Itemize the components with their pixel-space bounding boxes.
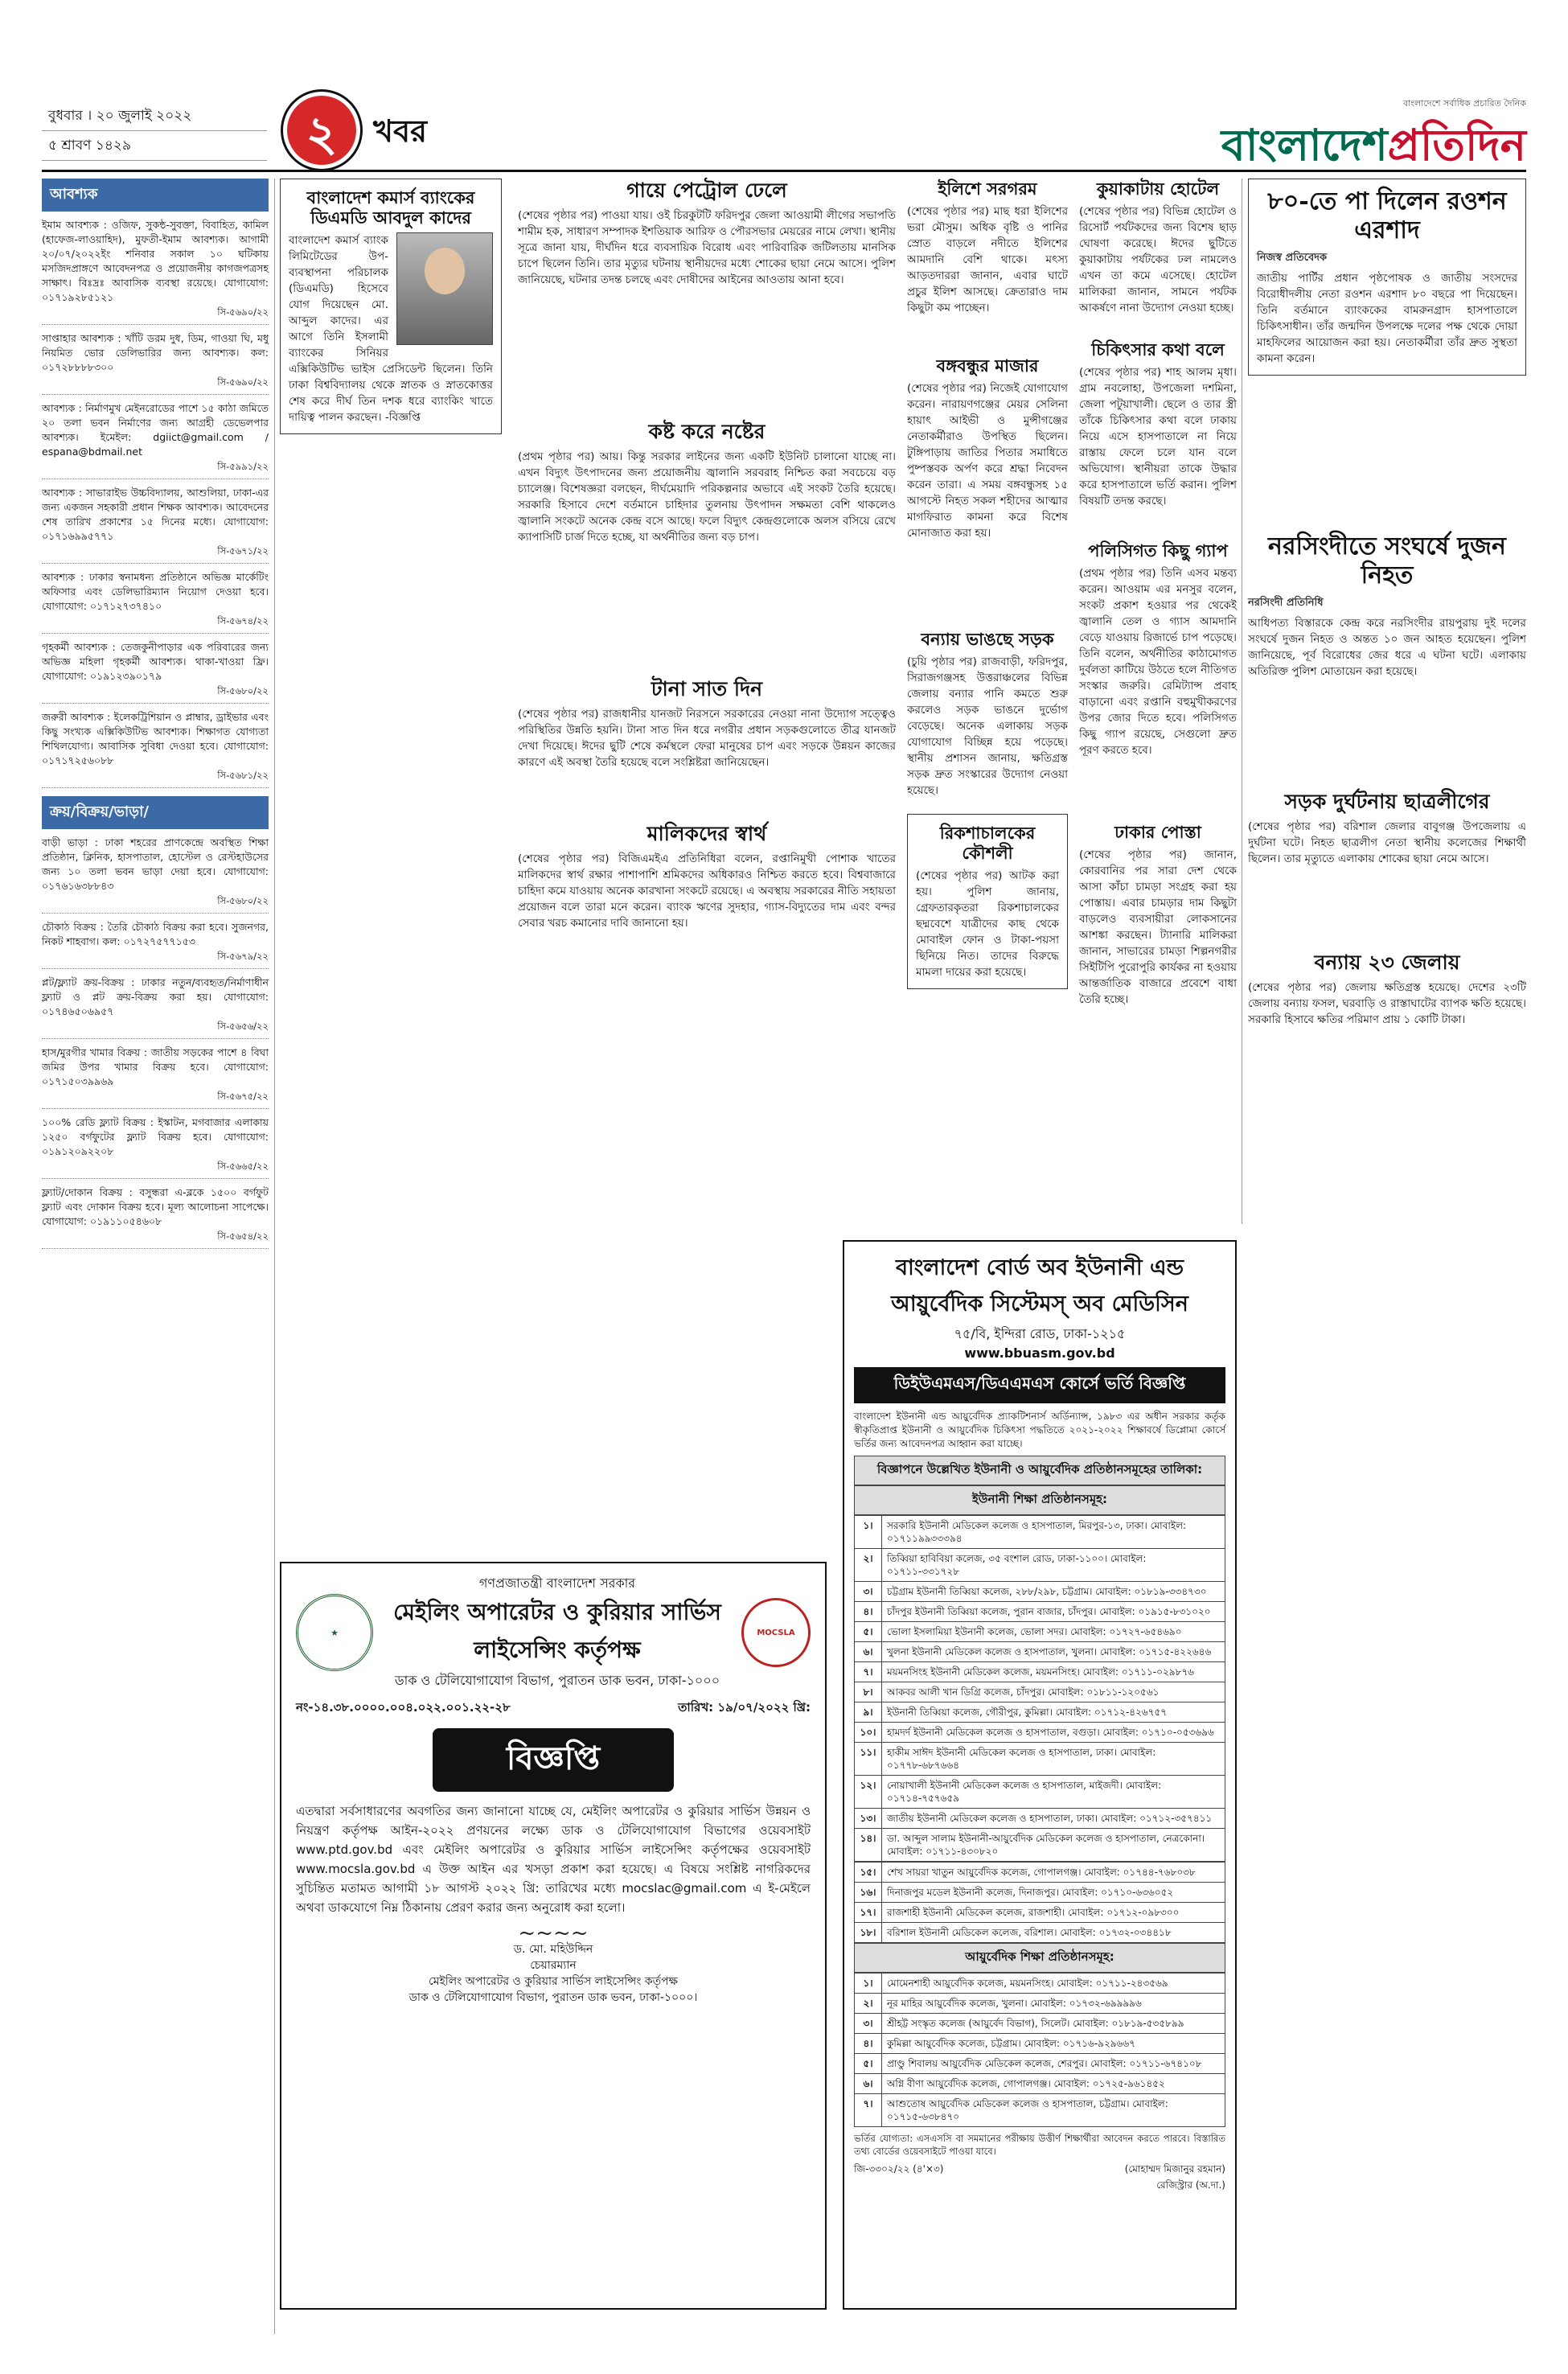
person-photo (396, 232, 493, 345)
page-number-badge: ২ (283, 92, 360, 169)
story-body: (প্রথম পৃষ্ঠার পর) তিনি এসব মন্তব্য করেন। আওয়াম এর মনসুর বলেন, সংকট প্রকাশ হওয়ার পর থেকেই জ্বালানি তেল ও গ্যাস আমদানি বেড়ে যাওয়ায় রিজার্ভে চাপ পড়েছে। তিনি বলেন, অর্থনীতির কাঠামোগত দুর্বলতা কাটিয়ে উঠতে হলে নীতিগত সংস্কার জরুরি। রেমিট্যান্স প্রবাহ বাড়ানো এবং রপ্তানি বহুমুখীকরণের উপর জোর দিতে হবে। পলিসিগত কিছু গ্যাপ রয়েছে, সেগুলো দ্রুত পূরণ করতে হবে। (1079, 567, 1237, 758)
institution-name: জাতীয় ইউনানী মেডিকেল কলেজ ও হাসপাতাল, ঢাকা। মোবাইল: ০১৭১২-৩৫৭৪১১ (882, 1809, 1225, 1829)
headline: মালিকদের স্বার্থ (646, 822, 767, 845)
headline: ৮০-তে পা দিলেন রওশন এরশাদ (1267, 187, 1507, 244)
unani-footer: ভর্তির যোগ্যতা: এসএসসি বা সমমানের পরীক্ষায় উত্তীর্ণ শিক্ষার্থীরা আবেদন করতে পারবে। বিস্তারিত তথ্য বোর্ডের ওয়েবসাইটে পাওয়া যাবে। (854, 2133, 1225, 2157)
newspaper-page (42, 179, 1526, 2334)
story-sarak[interactable] (1248, 790, 1526, 867)
institution-row (855, 1622, 1225, 1642)
story-body: (শেষের পৃষ্ঠার পর) বরিশাল জেলার বাবুগঞ্জ উপজেলায় এ দুর্ঘটনা ঘটে। নিহত ছাত্রলীগ নেতা স্থানীয় কলেজের শিক্ষার্থী ছিলেন। তার মৃত্যুতে এলাকায় শোকের ছায়া নেমে আসে। (1248, 820, 1526, 865)
column-rule (274, 179, 275, 2334)
institution-serial: ৩। (855, 1582, 882, 1602)
story-body: বাংলাদেশ কমার্স ব্যাংক লিমিটেডের উপ-ব্যবস্থাপনা পরিচালক (ডিএমডি) হিসেবে যোগ দিয়েছেন মো. আব্দুল কাদের। এর আগে তিনি ইসলামী ব্যাংকের সিনিয়র এক্সিকিউটিভ ভাইস প্রেসিডেন্ট ছিলেন। তিনি ঢাকা বিশ্ববিদ্যালয় থেকে স্নাতক ও স্নাতকোত্তর শেষ করে দীর্ঘ তিন দশক ধরে ব্যাংকিং খাতে দায়িত্ব পালন করছেন। -বিজ্ঞপ্তি (289, 234, 493, 425)
ad-text: প্লট/ফ্ল্যাট ক্রয়-বিক্রয় : ঢাকার নতুন/ব্যবহৃত/নির্মাণাধীন ফ্ল্যাট ও প্লট ক্রয়-বিক্রয় করা হয়। যোগাযোগ: ০১৭৪৬৫০৬৯৫৭ (42, 976, 269, 1017)
institution-serial: ১। (855, 1974, 882, 1994)
institution-row (855, 1776, 1225, 1809)
story-body: (শেষের পৃষ্ঠার পর) পাওয়া যায়। ওই চিরকুটটি ফরিদপুর জেলা আওয়ামী লীগের সভাপতি শামীম হক, সাধারণ সম্পাদক ইশতিয়াক আরিফ ও পৌরসভার মেয়রের নামে লেখা। স্থানীয় সূত্রে জানা যায়, দীর্ঘদিন ধরে ব্যবসায়িক বিরোধ এবং পারিবারিক জটিলতায় মানসিক চাপে ছিলেন তিনি। তার মৃত্যুর ঘটনায় স্থানীয়দের মধ্যে শোকের ছায়া নেমে আসে। পুলিশ জানিয়েছে, ঘটনার তদন্ত চলছে এবং দোষীদের আইনের আওতায় আনা হবে। (518, 209, 896, 286)
ad-code: সি-৫৬৮০/২২ (217, 685, 269, 696)
masthead (42, 92, 1526, 172)
ad-code: সি-৫৬৯০/২২ (217, 306, 269, 318)
institution-name: আশুতোষ আয়ুর্বেদিক মেডিকেল কলেজ ও হাসপাতাল, চট্টগ্রাম। মোবাইল: ০১৭১৫-৬৩৮৪৭০ (882, 2094, 1225, 2127)
ayur-institution-table (854, 1973, 1225, 2127)
institution-serial: ৪। (855, 1602, 882, 1622)
institution-row (855, 1602, 1225, 1622)
institution-row (855, 1702, 1225, 1723)
classified-ad[interactable] (42, 1115, 269, 1179)
institution-name: ভোলা ইসলামিয়া ইউনানী কলেজ, ভোলা সদর। মোবাইল: ০১৭২৭-৬৫৪৬৯০ (882, 1622, 1225, 1642)
institution-serial: ২। (855, 1994, 882, 2014)
unani-code: জি-৩৩০২/২২ (৪'×৩) (854, 2163, 944, 2175)
institution-serial: ২। (855, 1549, 882, 1582)
institution-row (855, 2074, 1225, 2094)
institution-serial: ৭। (855, 2094, 882, 2127)
classified-ad[interactable] (42, 710, 269, 788)
classified-ad[interactable] (42, 640, 269, 704)
ad-text: গৃহকর্মী আবশ্যক : তেজকুনীপাড়ার এক পরিবারের জন্য অভিজ্ঞ মহিলা গৃহকর্মী আবশ্যক। থাকা-খাওয়া ফ্রি। যোগাযোগ: ০১৯১২৩৯০১৭৯ (42, 641, 269, 682)
institution-name: রাজশাহী ইউনানী মেডিকেল কলেজ, রাজশাহী। মোবাইল: ০১৭১২-০৯৮৩০০ (882, 1903, 1225, 1923)
institution-row (855, 1549, 1225, 1582)
institution-name: প্রাণ্ডু শিবালয় আয়ুর্বেদিক মেডিকেল কলেজ, শেরপুর। মোবাইল: ০১৭১১-৬৭৪১০৮ (882, 2054, 1225, 2074)
institution-row (855, 1723, 1225, 1743)
masthead-dates (42, 101, 267, 161)
institution-name: শেখ সায়রা খাতুন আয়ুর্বেদিক কলেজ, গোপালগঞ্জ। মোবাইল: ০১৭৪৪-৭৬৮০৩৮ (882, 1863, 1225, 1883)
institution-row (855, 1682, 1225, 1702)
unani-signer-title: রেজিস্ট্রার (অ.দা.) (1156, 2179, 1225, 2191)
notice-ref-no: নং-১৪.৩৮.০০০০.০০৪.০২২.০০১.২২-২৮ (296, 1700, 511, 1715)
institution-name: সরকারি ইউনানী মেডিকেল কলেজ ও হাসপাতাল, মিরপুর-১৩, ঢাকা। মোবাইল: ০১৭১১৯৯৩৩৩৯৪ (882, 1516, 1225, 1549)
unani-signer-name: (মোহাম্মদ মিজানুর রহমান) (1124, 2163, 1225, 2175)
unani-institution-table (854, 1515, 1225, 1862)
unani-strip: ডিইউএমএস/ডিএএমএস কোর্সে ভর্তি বিজ্ঞপ্তি (854, 1367, 1225, 1403)
institution-serial: ১। (855, 1516, 882, 1549)
logo-wordmark (1221, 112, 1526, 184)
story-body: (শেষের পৃষ্ঠার পর) নিজেই যোগাযোগ করেন। নারায়ণগঞ্জের মেয়র সেলিনা হায়াৎ আইভী ও মুন্সীগঞ্জের নেতাকর্মীরাও উপস্থিত ছিলেন। টুঙ্গিপাড়ায় জাতির পিতার সমাধিতে পুষ্পস্তবক অর্পণ করে শ্রদ্ধা নিবেদন করেন তারা। এ সময় বঙ্গবন্ধুসহ ১৫ আগস্টে নিহত সকল শহীদের আত্মার মাগফিরাত কামনা করে বিশেষ মোনাজাত করা হয়। (907, 382, 1068, 540)
institution-serial: ৩। (855, 2014, 882, 2034)
ad-code: সি-৫৬৭৯/২২ (217, 951, 269, 962)
institution-name: তিব্বিয়া হাবিবিয়া কলেজ, ৩৫ বংশাল রোড, ঢাকা-১১০০। মোবাইল: ০১৭১১-৩৩১৭২৮ (882, 1549, 1225, 1582)
institution-serial: ৫। (855, 2054, 882, 2074)
kroy-ads (42, 836, 269, 1249)
headline: বন্যায় ২৩ জেলায় (1314, 951, 1460, 974)
story-banay23[interactable] (1248, 951, 1526, 1028)
byline: নিজস্ব প্রতিবেদক (1257, 252, 1328, 264)
institution-serial: ৬। (855, 1642, 882, 1662)
unani-website[interactable]: www.bbuasm.gov.bd (964, 1345, 1115, 1361)
unani-address: ৭৫/বি, ইন্দিরা রোড, ঢাকা-১২১৫ (954, 1326, 1126, 1341)
story-body: (শেষের পৃষ্ঠার পর) জেলায় ক্ষতিগ্রস্ত হয়েছে। দেশের ২৩টি জেলায় বন্যায় ফসল, ঘরবাড়ি ও রাস্তাঘাটের ব্যাপক ক্ষতি হয়েছে। সরকারি হিসাবে ক্ষতির পরিমাণ প্রায় ১ কোটি টাকা। (1248, 981, 1526, 1026)
notice-body: এতদ্বারা সর্বসাধারণের অবগতির জন্য জানানো যাচ্ছে যে, মেইলিং অপারেটর ও কুরিয়ার সার্ভিস উন্নয়ন ও নিয়ন্ত্রণ কর্তৃপক্ষ আইন-২০২২ প্রণয়নের লক্ষ্যে ডাক ও টেলিযোগাযোগ বিভাগের ওয়েবসাইট www.ptd.gov.bd এবং মেইলিং অপারেটর ও কুরিয়ার সার্ভিস লাইসেন্সিং কর্তৃপক্ষের ওয়েবসাইট www.mocsla.gov.bd এ উক্ত আইন এর খসড়া প্রকাশ করা হয়েছে। এ বিষয়ে সংশ্লিষ্ট নাগরিকদের সুচিন্তিত মতামত আগামী ১৮ আগস্ট ২০২২ খ্রি: তারিখের মধ্যে mocslac@gmail.com এ ই-মেইলে অথবা ডাকযোগে নিম্ন ঠিকানায় প্রেরণ করার জন্য অনুরোধ করা হলো। (296, 1804, 811, 1915)
unani-title: বাংলাদেশ বোর্ড অব ইউনানী এন্ড আয়ুর্বেদিক সিস্টেমস্ অব মেডিসিন (891, 1255, 1188, 1316)
headline: কষ্ট করে নষ্টের (648, 420, 766, 443)
institution-row (855, 1809, 1225, 1829)
institution-serial: ১৩। (855, 1809, 882, 1829)
institution-serial: ৮। (855, 1682, 882, 1702)
institution-name: ডা. আব্দুল সালাম ইউনানী-আয়ুর্বেদিক মেডিকেল কলেজ ও হাসপাতাল, নেত্রকোনা। মোবাইল: ০১৭১১-৪৩০৮২০ (882, 1829, 1225, 1862)
unani-institution-table-b (854, 1862, 1225, 1943)
ad-text: হাস/মুরগীর খামার বিক্রয় : জাতীয় সড়কের পাশে ৪ বিঘা জমির উপর খামার বিক্রয় হবে। যোগাযোগ: ০১৭১৫০৩৯৯৬৯ (42, 1046, 269, 1087)
ad-text: চৌকাঠ বিক্রয় : তৈরি চৌকাঠ বিক্রয় করা হবে। সুজনগর, নিকট শাহবাগ। কল: ০১৭২৭৫৭৭১৫৩ (42, 921, 269, 947)
story-body: (শেষের পৃষ্ঠার পর) মাছ ধরা ইলিশের ভরা মৌসুম। অধিক বৃষ্টি ও পানির স্রোত বাড়লে নদীতে ইলিশের আমদানি বেশি থাকে। মৎস্য আড়তদাররা জানান, এবার ঘাটে প্রচুর ইলিশ আসছে। ক্রেতারাও দাম কিছুটা কম পাচ্ছেন। (907, 205, 1068, 315)
notice-sub: ডাক ও টেলিযোগাযোগ বিভাগ, পুরাতন ডাক ভবন, ঢাকা-১০০০ (394, 1673, 720, 1688)
headline: চিকিৎসার কথা বলে (1091, 339, 1225, 359)
institution-name: দিনাজপুর মডেল ইউনানী কলেজ, দিনাজপুর। মোবাইল: ০১৭১০-৬৩৬০৫২ (882, 1883, 1225, 1903)
institution-name: মোমেনশাহী আয়ুর্বেদিক কলেজ, ময়মনসিংহ। মোবাইল: ০১৭১১-২৪৩৫৬৯ (882, 1974, 1225, 1994)
signer-name: ড. মো. মহিউদ্দিন (513, 1943, 593, 1956)
ad-text: ১০০% রেডি ফ্ল্যাট বিক্রয় : ইস্কাটন, মগবাজার এলাকায় ১২৫০ বর্গফুটের ফ্ল্যাট বিক্রয় হবে। যোগাযোগ: ০১৯১২০৯২২০৮ (42, 1116, 269, 1157)
story-body: আধিপত্য বিস্তারকে কেন্দ্র করে নরসিংদীর রায়পুরায় দুই দলের সংঘর্ষে দুজন নিহত ও অন্তত ১০ জন আহত হয়েছেন। পুলিশ জানিয়েছে, পূর্ব বিরোধের জের ধরে এ ঘটনা ঘটে। এলাকায় অতিরিক্ত পুলিশ মোতায়েন করা হয়েছে। (1248, 617, 1526, 678)
institution-name: ইউনানী তিব্বিয়া কলেজ, গৌরীপুর, কুমিল্লা। মোবাইল: ০১৭১২-৪২৬৭৫৭ (882, 1702, 1225, 1723)
institution-row (855, 1883, 1225, 1903)
headline: নরসিংদীতে সংঘর্ষে দুজন নিহত (1268, 532, 1506, 589)
ad-code: সি-৫৬৫৪/২২ (217, 1230, 269, 1242)
institution-name: চট্টগ্রাম ইউনানী তিব্বিয়া কলেজ, ২৮৮/২৯৮, চট্টগ্রাম। মোবাইল: ০১৮১৯-৩৩৪৭৩০ (882, 1582, 1225, 1602)
institution-serial: ৭। (855, 1662, 882, 1682)
ad-text: জরুরী আবশ্যক : ইলেকট্রিশিয়ান ও প্লাম্বার, ড্রাইভার এবং কিছু সংখ্যক এক্সিকিউটিভ আবশ্যক। শিক্ষাগত যোগ্যতা শিথিলযোগ্য। আবাসিক সুবিধা দেওয়া হবে। যোগাযোগ: ০১৭১৭২৫৬০৮৮ (42, 711, 269, 766)
story-malik[interactable] (518, 822, 896, 931)
story-petrol[interactable] (518, 179, 896, 288)
institution-name: আকবর আলী খান ডিগ্রি কলেজ, চাঁদপুর। মোবাইল: ০১৮১১-১২০৫৬১ (882, 1682, 1225, 1702)
institution-row (855, 1923, 1225, 1943)
institution-row (855, 2034, 1225, 2054)
mocsla-logo: MOCSLA (741, 1598, 811, 1667)
notice-date: তারিখ: ১৯/০৭/২০২২ খ্রি: (678, 1700, 811, 1715)
unani-sign-row (854, 2162, 1225, 2195)
notice-banner: বিজ্ঞপ্তি (433, 1728, 674, 1792)
institution-serial: ১৫। (855, 1863, 882, 1883)
classified-ad[interactable] (42, 836, 269, 914)
headline: বন্যায় ভাঙছে সড়ক (921, 629, 1054, 649)
story-body: (শেষের পৃষ্ঠার পর) বিভিন্ন হোটেল ও রিসোর্ট পর্যটকদের জন্য বিশেষ ছাড় ঘোষণা করেছে। ঈদের ছুটিতে কুয়াকাটায় পর্যটকের ঢল নামলেও এখন তা কমে এসেছে। হোটেল মালিকরা জানান, সামনে পর্যটক আকর্ষণে নানা উদ্যোগ নেওয়া হচ্ছে। (1079, 205, 1237, 315)
awashyak-ads (42, 218, 269, 788)
logo-word-accent: প্রতিদিন (1387, 119, 1526, 170)
institution-serial: ১৭। (855, 1903, 882, 1923)
ad-code: সি-৫৬৭৫/২২ (217, 1090, 269, 1102)
govt-notice[interactable] (280, 1562, 827, 2310)
headline: কুয়াকাটায় হোটেল (1096, 179, 1220, 199)
classified-ad[interactable] (42, 486, 269, 564)
story-body: (শেষের পৃষ্ঠার পর) রাজধানীর যানজট নিরসনে সরকারের নেওয়া নানা উদ্যোগ সত্ত্বেও পরিস্থিতির উন্নতি হয়নি। টানা সাত দিন ধরে নগরীর প্রধান সড়কগুলোতে তীব্র যানজট দেখা দিয়েছে। ঈদের ছুটি শেষে কর্মস্থলে ফেরা মানুষের চাপ এবং সড়কে উন্নয়ন কাজের কারণে এই অবস্থা তৈরি হয়েছে বলে সংশ্লিষ্টরা জানিয়েছেন। (518, 708, 896, 769)
ad-code: সি-৫৬৫৬/২২ (217, 1021, 269, 1032)
classified-ad[interactable] (42, 920, 269, 969)
institution-serial: ১৬। (855, 1883, 882, 1903)
ad-text: আবশ্যক : ঢাকার স্বনামধন্য প্রতিষ্ঠানে অভিজ্ঞ মার্কেটিং অফিসার এবং ডেলিভারিম্যান নিয়োগ দেওয়া হবে। যোগাযোগ: ০১৭১২৭৩৭৪১০ (42, 571, 269, 612)
classified-ad[interactable] (42, 218, 269, 325)
ad-code: সি-৫৬৭৪/২২ (217, 615, 269, 626)
notice-title: মেইলিং অপারেটর ও কুরিয়ার সার্ভিস লাইসেন্সিং কর্তৃপক্ষ (393, 1599, 721, 1663)
story-body: (শেষের পৃষ্ঠার পর) শাহ আলম মৃধা। গ্রাম নবলোহা, উপজেলা দশমিনা, জেলা পটুয়াখালী। ছেলে ও তার স্ত্রী তাঁকে চিকিৎসার কথা বলে ঢাকায় নিয়ে এসে হাসপাতালে না নিয়ে রাস্তায় ফেলে চলে যান বলে অভিযোগ। স্থানীয়রা তাকে উদ্ধার করে হাসপাতালে ভর্তি করান। পুলিশ বিষয়টি তদন্ত করছে। (1079, 366, 1237, 508)
story-body: (চুয়ি পৃষ্ঠার পর) রাজবাড়ী, ফরিদপুর, সিরাজগঞ্জসহ উত্তরাঞ্চলের বিভিন্ন জেলায় বন্যার পানি কমতে শুরু করলেও সড়ক ভাঙনে দুর্ভোগ বেড়েছে। অনেক এলাকায় সড়ক যোগাযোগ বিচ্ছিন্ন হয়ে পড়েছে। স্থানীয় প্রশাসন জানায়, ক্ষতিগ্রস্ত সড়ক দ্রুত সংস্কারের উদ্যোগ নেওয়া হয়েছে। (907, 655, 1068, 798)
logo-word-main: বাংলাদেশ (1221, 119, 1388, 170)
ad-code: সি-৫৬৯০/২২ (217, 376, 269, 388)
institution-name: বরিশাল ইউনানী মেডিকেল কলেজ, বরিশাল। মোবাইল: ০১৭৩২-০৩৪৪১৮ (882, 1923, 1225, 1943)
institution-name: খুলনা ইউনানী মেডিকেল কলেজ ও হাসপাতাল, খুলনা। মোবাইল: ০১৭১৫-৪২২৬৪৬ (882, 1642, 1225, 1662)
ad-code: সি-৫৬৬৫/২২ (217, 1160, 269, 1172)
institution-row (855, 1974, 1225, 1994)
signer-address: ডাক ও টেলিযোগাযোগ বিভাগ, পুরাতন ডাক ভবন, ঢাকা-১০০০। (408, 1991, 698, 2004)
headline: সড়ক দুর্ঘটনায় ছাত্রলীগের (1284, 790, 1490, 813)
story-narsingdi[interactable] (1248, 532, 1526, 680)
ad-text: ফ্ল্যাট/দোকান বিক্রয় : বসুন্ধরা এ-ব্লকে ১৫০০ বর্গফুট ফ্ল্যাট এবং দোকান বিক্রয় হবে। মূল্য আলোচনা সাপেক্ষে। যোগাযোগ: ০১৯১১০৫৪৬০৮ (42, 1186, 269, 1227)
story-ershad[interactable] (1248, 179, 1526, 376)
institution-row (855, 1662, 1225, 1682)
classified-ad[interactable] (42, 1185, 269, 1249)
story-body: (শেষের পৃষ্ঠার পর) জানান, কোরবানির পর সারা দেশ থেকে আসা কাঁচা চামড়া সংগ্রহ করা হয় পোস্তায়। এবার চামড়ার দাম কিছুটা বাড়লেও ব্যবসায়ীরা লোকসানের আশঙ্কা করছেন। ট্যানারি মালিকরা জানান, সাভারের চামড়া শিল্পনগরীর সিইটিপি পুরোপুরি কার্যকর না হওয়ায় আন্তর্জাতিক বাজারে প্রবেশে বাধা তৈরি হচ্ছে। (1079, 848, 1237, 1007)
story-kuakata[interactable] (1079, 179, 1237, 316)
ad-code: সি-৫৯৯১/২২ (217, 461, 269, 472)
classified-ad[interactable] (42, 331, 269, 395)
institution-name: হামদর্দ ইউনানী মেডিকেল কলেজ ও হাসপাতাল, বগুড়া। মোবাইল: ০১৭১০-০৫৩৬৯৬ (882, 1723, 1225, 1743)
institution-serial: ১৪। (855, 1829, 882, 1862)
headline: টানা সাত দিন (651, 677, 763, 700)
headline: পলিসিগত কিছু গ্যাপ (1088, 540, 1228, 561)
institution-serial: ১০। (855, 1723, 882, 1743)
ad-text: সাপ্তাহার আবশ্যক : খাঁটি ডরম দুধ, ডিম, গাওয়া ঘি, মধু নিয়মিত ভোর ডেলিভারির জন্য আবশ্যক। কল: ০১৭২৮৮৮৮৩০০ (42, 332, 269, 373)
story-commerce-bank[interactable] (280, 179, 502, 434)
institution-serial: ৫। (855, 1622, 882, 1642)
headline: ইলিশে সরগরম (938, 179, 1037, 199)
institution-name: ময়মনসিংহ ইউনানী মেডিকেল কলেজ, ময়মনসিংহ। মোবাইল: ০১৭১১-০২৯৮৭৬ (882, 1662, 1225, 1682)
institution-serial: ৪। (855, 2034, 882, 2054)
signer-org: মেইলিং অপারেটর ও কুরিয়ার সার্ভিস লাইসেন্সিং কর্তৃপক্ষ (429, 1975, 678, 1988)
story-ilish[interactable] (907, 179, 1068, 316)
classified-ad[interactable] (42, 1045, 269, 1109)
story-dhaka-posta[interactable] (1079, 822, 1237, 1008)
unani-sub: ইউনানী শিক্ষা প্রতিষ্ঠানসমূহ: (854, 1485, 1225, 1515)
institution-serial: ৬। (855, 2074, 882, 2094)
story-bangabandhu[interactable] (907, 355, 1068, 541)
headline: ঢাকার পোস্তা (1114, 822, 1201, 842)
unani-list-header: বিজ্ঞাপনে উল্লেখিত ইউনানী ও আয়ুর্বেদিক প্রতিষ্ঠানসমূহের তালিকা: (854, 1456, 1225, 1485)
kroy-bikroy-header: ক্রয়/বিক্রয়/ভাড়া/ (42, 796, 269, 829)
story-kosto[interactable] (518, 420, 896, 545)
headline: বাংলাদেশ কমার্স ব্যাংকের ডিএমডি আবদুল কাদের (306, 187, 475, 228)
headline: রিকশাচালকের কৌশলী (939, 823, 1036, 864)
story-body: জাতীয় পার্টির প্রধান পৃষ্ঠপোষক ও জাতীয় সংসদের বিরোধীদলীয় নেতা রওশন এরশাদ ৮০ বছরে পা দিয়েছেন। তিনি বর্তমানে ব্যাংককের বামরুনগ্রাদ হাসপাতালে চিকিৎসাধীন। তাঁর জন্মদিন উপলক্ষে দলের পক্ষ থেকে দোয়া মাহফিলের আয়োজন করা হয়। নেতাকর্মীরা তাঁর দ্রুত সুস্থতা কামনা করেন। (1257, 272, 1517, 365)
classified-column (42, 179, 269, 1255)
story-chikitsa[interactable] (1079, 339, 1237, 509)
section-title: খবর (373, 113, 428, 149)
institution-row (855, 1903, 1225, 1923)
institution-row (855, 2014, 1225, 2034)
ayur-sub: আয়ুর্বেদিক শিক্ষা প্রতিষ্ঠানসমূহ: (854, 1943, 1225, 1973)
institution-name: কুমিল্লা আয়ুর্বেদিক কলেজ, চট্টগ্রাম। মোবাইল: ০১৭১৬-৯২৯৬৬৭ (882, 2034, 1225, 2054)
institution-name: অগ্নি বীণা আয়ুর্বেদিক কলেজ, গোপালগঞ্জ। মোবাইল: ০১৭২৫-৯৬১৪৫২ (882, 2074, 1225, 2094)
institution-serial: ৯। (855, 1702, 882, 1723)
ad-text: ইমাম আবশ্যক : ওজিফ, সুকন্ঠ-সুবক্তা, বিবাহিত, কামিল (হাফেজ-লাওয়াহিদ), মুফতী-ইমাম আবশ্যক। আগামী ২০/০৭/২০২২ইং শনিবার সকাল ১০ ঘটিকায় মসজিদপ্রাঙ্গণে আবেদনপত্র ও প্রয়োজনীয় কাগজপত্রসহ সাক্ষাৎ। বিঃদ্রঃ আবাসিক ব্যবস্থা রয়েছে। যোগাযোগ: ০১৭১৯২৮৫১২১ (42, 219, 269, 303)
story-body: (শেষের পৃষ্ঠার পর) বিজিএমইএ প্রতিনিধিরা বলেন, রপ্তানিমুখী পোশাক খাতের মালিকদের স্বার্থ রক্ষার পাশাপাশি শ্রমিকদের অধিকারও নিশ্চিত করতে হবে। বিশ্ববাজারে চাহিদা কমে যাওয়ায় অনেক কারখানা সংকটে রয়েছে। এ অবস্থায় সরকারের নীতি সহায়তা প্রয়োজন বলে তারা মনে করেন। ব্যাংক ঋণের সুদহার, গ্যাস-বিদ্যুতের দাম এবং বন্দর সেবার খরচ কমানোর দাবি জানানো হয়। (518, 852, 896, 930)
unani-admission-ad[interactable] (843, 1240, 1237, 2310)
headline: গায়ে পেট্রোল ঢেলে (626, 179, 787, 202)
logo-tagline: বাংলাদেশে সর্বাধিক প্রচারিত দৈনিক (1402, 98, 1526, 109)
ad-text: আবশ্যক : নির্মাণমুখ মেইনরোডের পাশে ১৫ কাঠা জমিতে ২০ তলা ভবন নির্মাণের জন্য আগ্রহী ডেভেলপার আবশ্যক। ইমেইল: dgiict@gmail.com / espana@bdmail.net (42, 402, 269, 458)
unani-signer (1125, 2162, 1225, 2195)
bangla-date-line: ৫ শ্রাবণ ১৪২৯ (42, 131, 267, 161)
institution-row (855, 2094, 1225, 2127)
institution-name: হাকীম সাঈদ ইউনানী মেডিকেল কলেজ ও হাসপাতাল, ঢাকা। মোবাইল: ০১৭৭৮-৬৮৭৬৬৪ (882, 1743, 1225, 1776)
newspaper-logo[interactable] (1221, 97, 1526, 184)
ad-code: সি-৫৬৮১/২২ (217, 770, 269, 781)
classified-ad[interactable] (42, 570, 269, 634)
classified-ad[interactable] (42, 975, 269, 1039)
institution-row (855, 1994, 1225, 2014)
institution-row (855, 1829, 1225, 1862)
story-body: (শেষের পৃষ্ঠার পর) আটক করা হয়। পুলিশ জানায়, গ্রেফতারকৃতরা রিকশাচালকের ছদ্মবেশে যাত্রীদের কাছ থেকে মোবাইল ফোন ও টাকা-পয়সা ছিনিয়ে নিত। তাদের বিরুদ্ধে মামলা দায়ের করা হয়েছে। (916, 869, 1059, 980)
ad-code: সি-৫৬৮০/২২ (217, 895, 269, 906)
ad-text: আবশ্যক : সাভারাইভ উচ্চবিদ্যালয়, আশুলিয়া, ঢাকা-এর জন্য একজন সহকারী প্রধান শিক্ষক আবশ্যক। আবেদনের শেষ তারিখ প্রকাশের ১৫ দিনের মধ্যে। যোগাযোগ: ০১৭১৬৯৯৫৭৭১ (42, 487, 269, 542)
institution-row (855, 1516, 1225, 1549)
story-body: (প্রথম পৃষ্ঠার পর) আয়। কিন্তু সরকার লাইনের জন্য একটি ইউনিট চালানো যাচ্ছে না। এখন বিদ্যুৎ উৎপাদনের জন্য প্রয়োজনীয় জ্বালানি সরবরাহ নিশ্চিত করা সবচেয়ে বড় চ্যালেঞ্জ। বিশেষজ্ঞরা বলছেন, দীর্ঘমেয়াদি পরিকল্পনার অভাবে এই সংকট তৈরি হয়েছে। সরকারি হিসাবে দেশে বর্তমানে চাহিদার তুলনায় উৎপাদন সক্ষমতা বেশি থাকলেও জ্বালানি সংকটে অনেক কেন্দ্র বসে আছে। ফলে বিদ্যুৎ কেন্দ্রগুলোকে অলস বসিয়ে রেখে ক্যাপাসিটি চার্জ দিতে হচ্ছে, যা অর্থনীতির জন্য বড় চাপ। (518, 450, 896, 544)
institution-name: চাঁদপুর ইউনানী তিব্বিয়া কলেজ, পুরান বাজার, চাঁদপুর। মোবাইল: ০১৯১৫-৮৩১০২০ (882, 1602, 1225, 1622)
byline: নরসিংদী প্রতিনিধি (1248, 597, 1324, 609)
institution-row (855, 2054, 1225, 2074)
unani-intro: বাংলাদেশ ইউনানী এন্ড আয়ুর্বেদিক প্র্যাকটিশনার্স অর্ডিন্যান্স, ১৯৮৩ এর অধীন সরকার কর্তৃক স্বীকৃতিপ্রাপ্ত ইউনানী ও আয়ুর্বেদিক চিকিৎসা পদ্ধতিতে ২০২১-২০২২ শিক্ষাবর্ষে ডিপ্লোমা কোর্সে ভর্তির জন্য আবেদনপত্র আহ্বান করা যাচ্ছে। (854, 1411, 1225, 1449)
notice-refs (296, 1698, 811, 1719)
institution-name: নূর মাহির আয়ুর্বেদিক কলেজ, খুলনা। মোবাইল: ০১৭৩২-৬৯৯৯৯৬ (882, 1994, 1225, 2014)
story-riksha[interactable] (907, 814, 1068, 989)
story-taka[interactable] (518, 677, 896, 770)
story-policy[interactable] (1079, 540, 1237, 758)
date-line: বুধবার । ২০ জুলাই ২০২২ (42, 101, 267, 131)
story-banay[interactable] (907, 629, 1068, 799)
institution-row (855, 1743, 1225, 1776)
notice-gov: গণপ্রজাতন্ত্রী বাংলাদেশ সরকার (478, 1575, 636, 1591)
institution-name: শ্রীহট্ট সংস্কৃত কলেজ (আয়ুর্বেদ বিভাগ), সিলেট। মোবাইল: ০১৮১৯-৫৩৫৮৯৯ (882, 2014, 1225, 2034)
institution-row (855, 1863, 1225, 1883)
institution-name: নোয়াখালী ইউনানী মেডিকেল কলেজ ও হাসপাতাল, মাইজদী। মোবাইল: ০১৭১৪-৭৫৭৬৫৯ (882, 1776, 1225, 1809)
signer-title: চেয়ারম্যান (530, 1959, 577, 1972)
ad-code: সি-৫৬৭১/২২ (217, 545, 269, 557)
institution-row (855, 1582, 1225, 1602)
institution-serial: ১১। (855, 1743, 882, 1776)
ad-text: বাড়ী ভাড়া : ঢাকা শহরের প্রাণকেন্দ্রে অবস্থিত শিক্ষা প্রতিষ্ঠান, ক্লিনিক, হাসপাতাল, হোস্টেল ও রেস্টহাউসের জন্য ১০ তলা ভবন ভাড়া দেয়া হবে। যোগাযোগ: ০১৭৬১৬৩৮৮৪৩ (42, 836, 269, 892)
institution-serial: ১৮। (855, 1923, 882, 1943)
awashyak-header: আবশ্যক (42, 179, 269, 212)
headline: বঙ্গবন্ধুর মাজার (936, 355, 1039, 376)
classified-ad[interactable] (42, 401, 269, 479)
institution-row (855, 1642, 1225, 1662)
notice-signature (296, 1921, 811, 2006)
signature-scribble: ~~~~ (518, 1921, 589, 1945)
institution-serial: ১২। (855, 1776, 882, 1809)
govt-seal-icon: ★ (296, 1594, 373, 1671)
